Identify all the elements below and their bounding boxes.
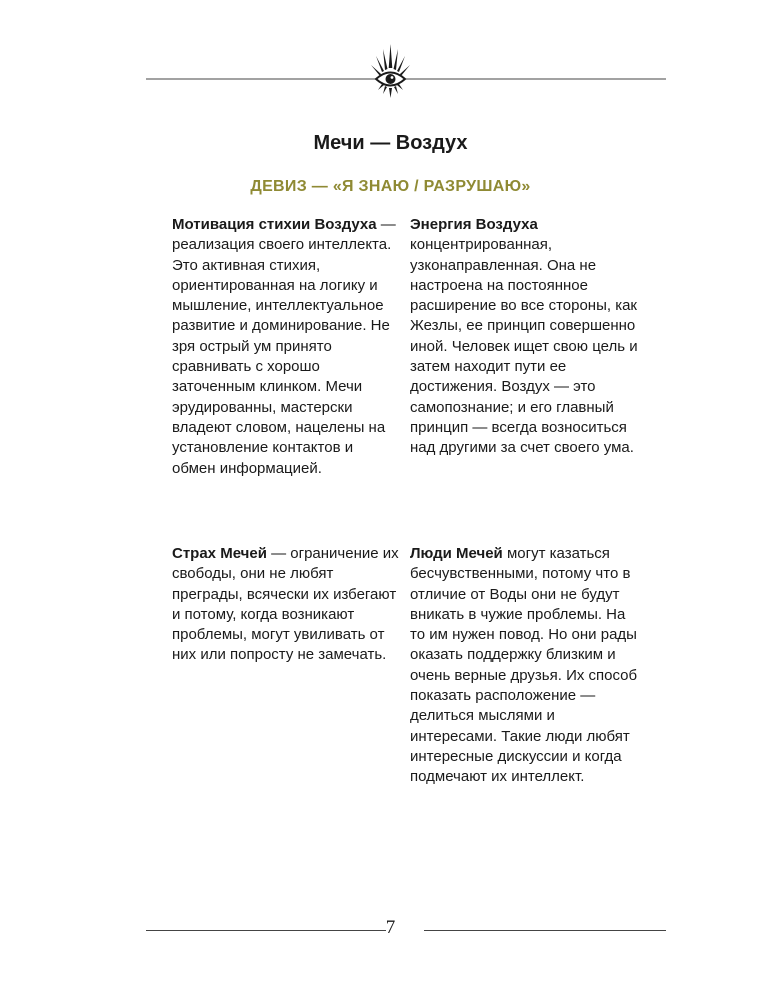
header-ornament [0, 40, 781, 102]
paragraph-lead: Энергия Воздуха [410, 216, 538, 233]
paragraph-lead: Люди Мечей [410, 545, 503, 562]
paragraph-text: концентрированная, узконаправленная. Она не настроена на постоянное расширение во все стороны, как Жезлы, ее принцип совершенно иной. Человек ищет свою цель и затем находит пути ее достижения. Воздух — это самопознание; и его главный принцип — всегда возноситься над другими за счет своего ума. [410, 236, 638, 457]
people-paragraph [410, 544, 638, 788]
fear-paragraph [172, 544, 400, 666]
paragraph-lead: Страх Мечей [172, 545, 267, 562]
motto-heading: ДЕВИЗ — «Я ЗНАЮ / РАЗРУШАЮ» [250, 178, 531, 195]
page-footer [0, 915, 781, 945]
footer-divider-right [424, 930, 666, 931]
page-title: Мечи — Воздух [313, 132, 468, 154]
eye-sunburst-icon [0, 40, 781, 102]
page-number: 7 [385, 917, 396, 938]
motivation-paragraph [172, 215, 400, 479]
paragraph-text: — ограничение их свободы, они не любят преграды, всячески их избегают и потому, когда возникают проблемы, могут увиливать от них или попросту не замечать. [172, 545, 399, 664]
paragraph-text: могут казаться бесчувственными, потому что в отличие от Воды они не будут вникать в чужие проблемы. На то им нужен повод. Но они рады оказать поддержку близким и очень верные друзья. Их способ показать расположение — делиться мыслями и интересами. Такие люди любят интересные дискуссии и когда подмечают их интеллект. [410, 545, 638, 786]
paragraph-lead: Мотивация стихии Воздуха [172, 216, 377, 233]
energy-paragraph [410, 215, 638, 459]
paragraph-text: — реализация своего интеллекта. Это активная стихия, ориентированная на логику и мышление, интеллектуальное развитие и доминирование. Не зря острый ум принято сравнивать с хорошо заточенным клинком. Мечи эрудированны, мастерски владеют словом, нацелены на установление контактов и обмен информацией. [172, 216, 396, 477]
